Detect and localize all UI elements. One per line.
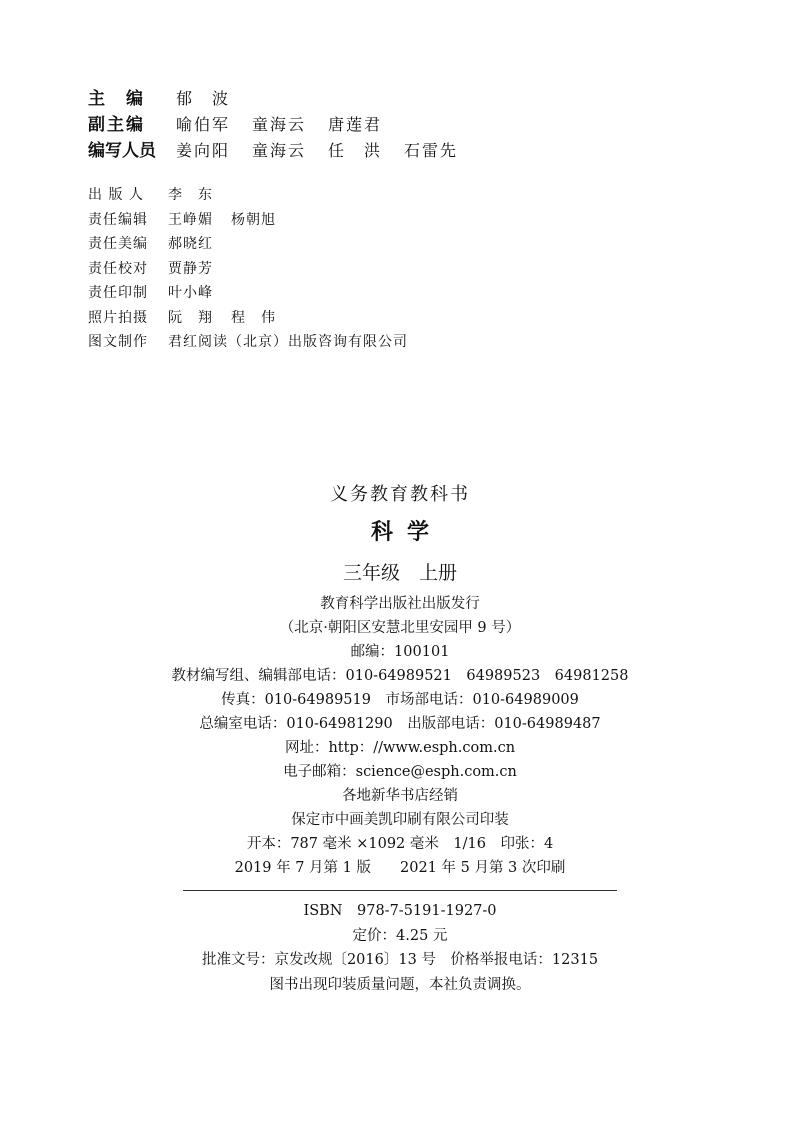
editor-name: 童海云 [252, 141, 307, 160]
price: 定价：4.25 元 [352, 927, 448, 944]
editor-name: 姜向阳 [176, 141, 231, 160]
imprint-line: 保定市中画美凯印刷有限公司印装 [291, 812, 509, 828]
staff-names [168, 184, 213, 204]
staff-row [88, 258, 408, 283]
staff-row [88, 209, 408, 234]
imprint-line: 各地新华书店经销 [342, 788, 458, 804]
staff-name: 贾静芳 [168, 260, 213, 277]
editor-role: 副主编 [88, 115, 145, 135]
editor-names [176, 86, 230, 109]
divider-line [183, 890, 617, 891]
staff-role: 责任美编 [88, 236, 148, 252]
editor-row [88, 110, 458, 136]
staff-name: 叶小峰 [168, 285, 213, 301]
staff-block [88, 184, 408, 356]
imprint-line: （北京·朝阳区安慧北里安园甲 9 号） [279, 620, 521, 636]
quality-notice: 图书出现印装质量问题，本社负责调换。 [269, 976, 531, 993]
staff-role: 责任印制 [88, 285, 148, 301]
editor-name: 郁 波 [176, 89, 231, 108]
imprint-line: 总编室电话：010-64981290 出版部电话：010-64989487 [199, 716, 601, 732]
staff-row [88, 233, 408, 258]
editor-name: 喻伯军 [176, 115, 231, 134]
editor-row [88, 84, 458, 110]
staff-names [168, 209, 276, 229]
imprint-line: 开本：787 毫米 ×1092 毫米 1/16 印张：4 [246, 836, 554, 852]
editor-name: 唐莲君 [328, 115, 383, 134]
editors-block [88, 84, 458, 162]
staff-role: 责任编辑 [88, 211, 148, 228]
approval-number: 批准文号：京发改规〔2016〕13 号 价格举报电话：12315 [201, 952, 599, 968]
staff-name: 程 伟 [231, 309, 276, 326]
staff-names [168, 331, 408, 351]
staff-role: 照片拍摄 [88, 309, 148, 326]
editor-role: 主 编 [88, 89, 145, 109]
book-subject: 科学 [370, 520, 443, 545]
isbn-block [0, 899, 800, 997]
staff-row [88, 184, 408, 209]
staff-name: 杨朝旭 [231, 211, 276, 228]
staff-names [168, 282, 213, 302]
staff-names [168, 258, 213, 278]
staff-role: 责任校对 [88, 260, 148, 277]
editor-name: 任 洪 [328, 141, 383, 160]
staff-row [88, 331, 408, 356]
book-grade: 三年级 上册 [342, 562, 457, 584]
publisher-info [0, 592, 800, 880]
staff-row [88, 307, 408, 332]
staff-name: 君红阅读（北京）出版咨询有限公司 [168, 334, 408, 350]
staff-name: 王峥媚 [168, 211, 213, 228]
editor-names [176, 112, 382, 135]
staff-names [168, 233, 213, 253]
editor-role: 编写人员 [88, 141, 156, 161]
imprint-line: 网址：http：//www.esph.com.cn [284, 740, 516, 756]
staff-row [88, 282, 408, 307]
staff-name: 阮 翔 [168, 309, 213, 326]
imprint-line: 教材编写组、编辑部电话：010-64989521 64989523 64981258 [171, 668, 629, 684]
imprint-line: 教育科学出版社出版发行 [320, 596, 480, 612]
staff-names [168, 307, 276, 327]
isbn: ISBN 978-7-5191-1927-0 [303, 903, 497, 919]
imprint-line: 邮编：100101 [350, 644, 450, 660]
editor-names [176, 138, 458, 161]
editor-row [88, 136, 458, 162]
staff-role: 出 版 人 [88, 187, 144, 203]
imprint-line: 传真：010-64989519 市场部电话：010-64989009 [221, 692, 579, 708]
imprint-line: 电子邮箱：science@esph.com.cn [283, 764, 517, 780]
imprint-line: 2019 年 7 月第 1 版 2021 年 5 月第 3 次印刷 [234, 860, 566, 876]
series-title: 义务教育教科书 [330, 484, 470, 505]
editor-name: 石雷先 [404, 141, 459, 160]
editor-name: 童海云 [252, 115, 307, 134]
staff-name: 郝晓红 [168, 236, 213, 252]
imprint-block [0, 478, 800, 997]
staff-role: 图文制作 [88, 334, 148, 350]
staff-name: 李 东 [168, 187, 213, 203]
